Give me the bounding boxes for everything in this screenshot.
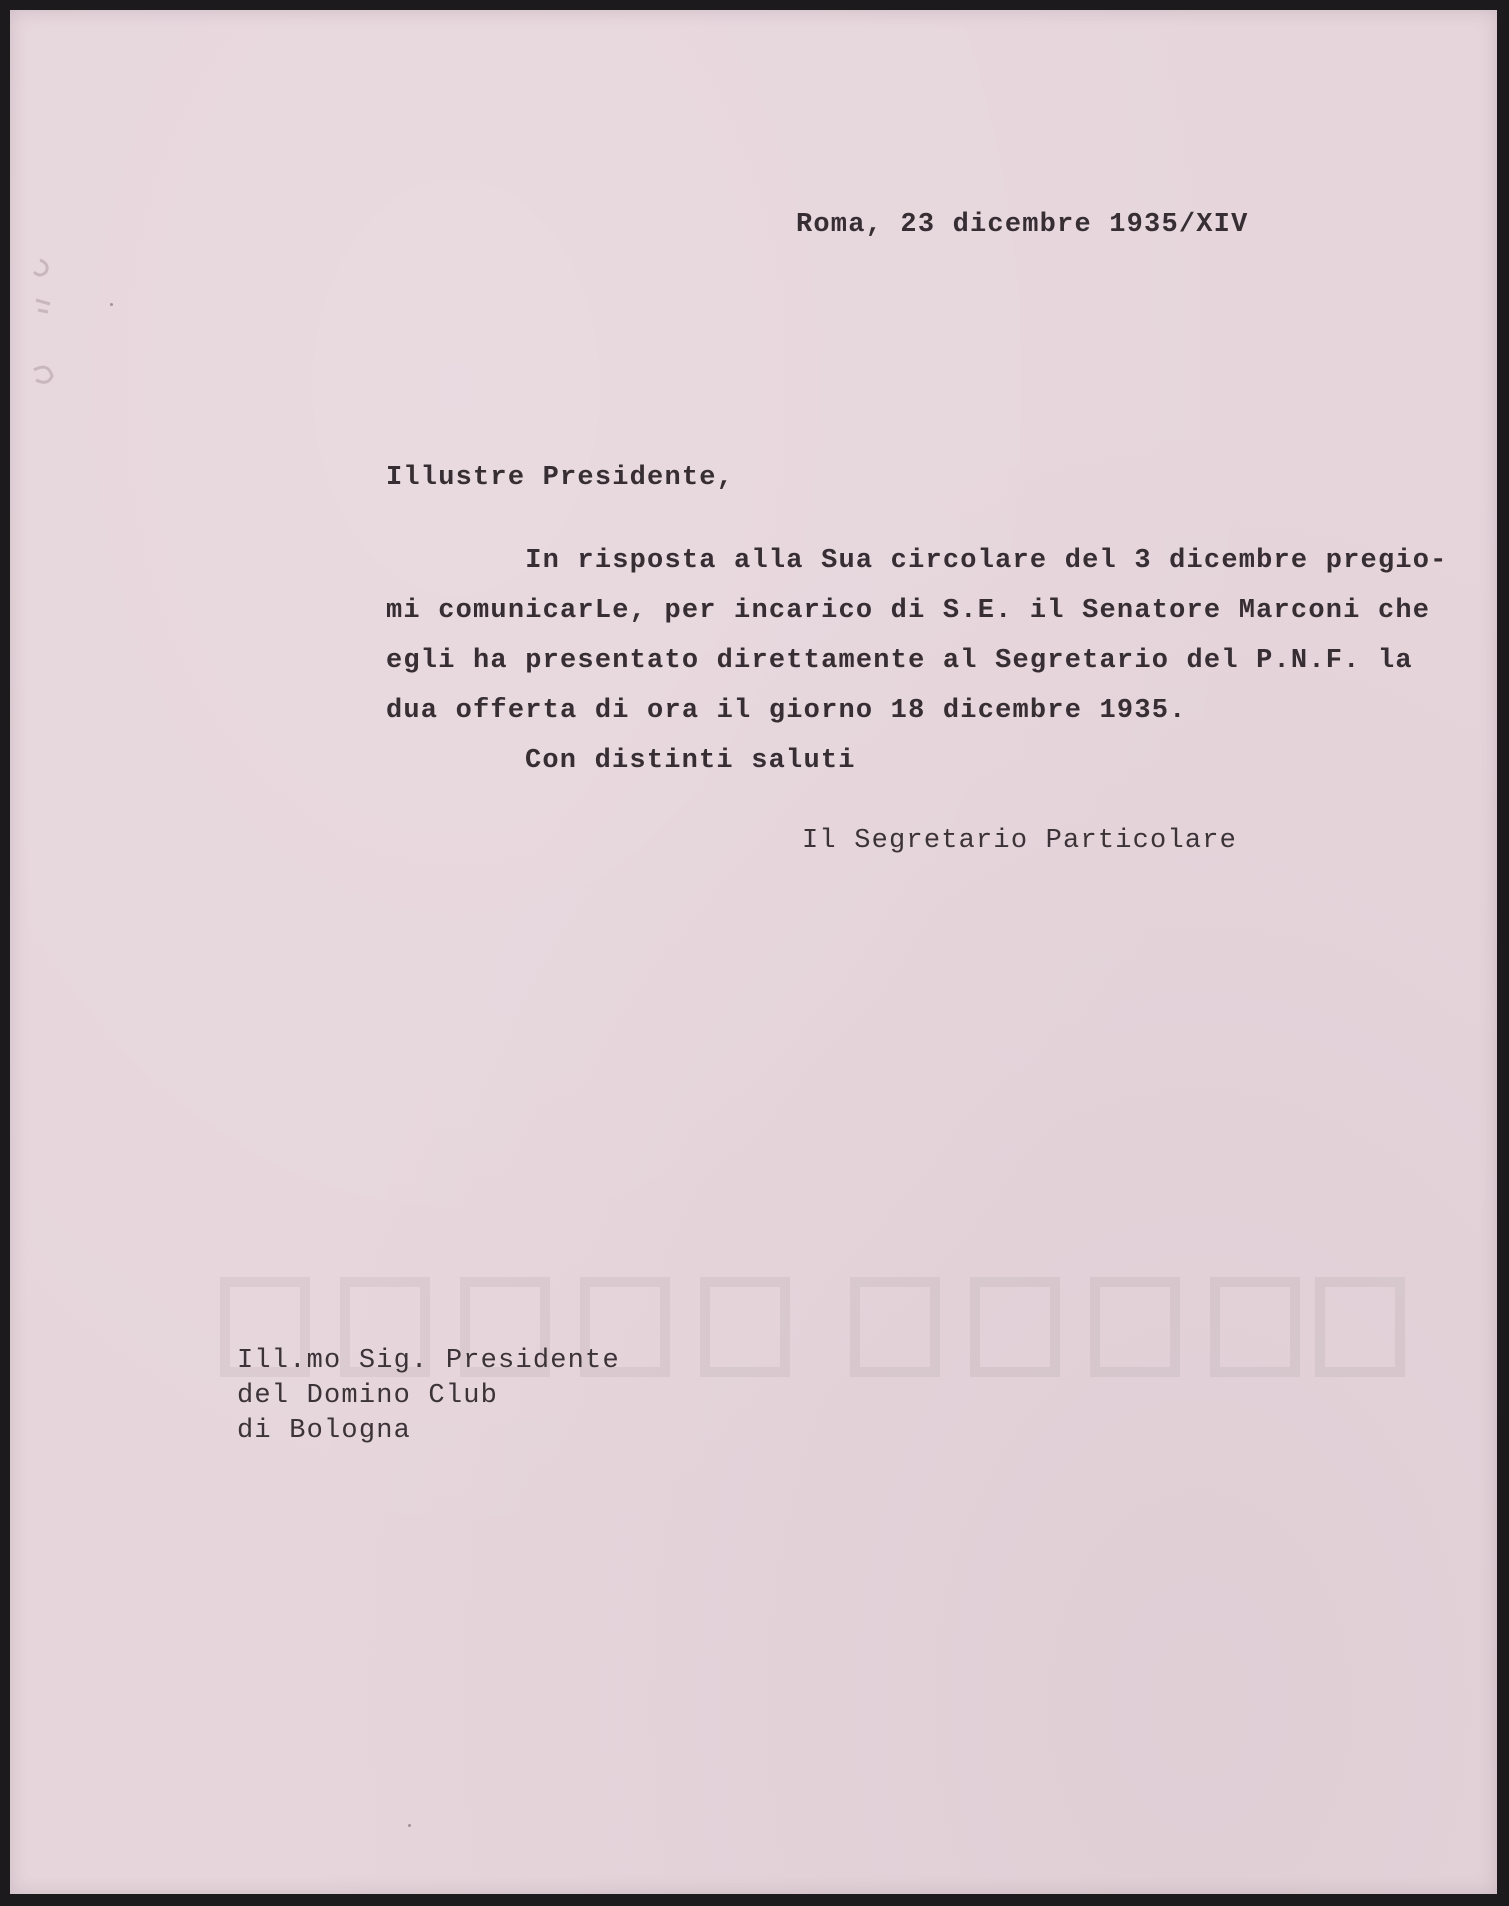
body-line: egli ha presentato direttamente al Segretario del P.N.F. la — [386, 646, 1413, 676]
paper-speck — [110, 303, 113, 306]
letter-closing: Con distinti saluti — [525, 746, 856, 776]
margin-mark — [18, 250, 68, 410]
recipient-line: Ill.mo Sig. Presidente — [237, 1346, 620, 1376]
body-line: In risposta alla Sua circolare del 3 dicembre pregio- — [386, 546, 1448, 576]
body-line: dua offerta di ora il giorno 18 dicembre 1935. — [386, 696, 1187, 726]
paper-speck — [408, 1824, 411, 1827]
body-line: mi comunicarLe, per incarico di S.E. il Senatore Marconi che — [386, 596, 1431, 626]
recipient-line: di Bologna — [237, 1416, 412, 1446]
letter-date: Roma, 23 dicembre 1935/XIV — [796, 210, 1249, 240]
letter-page — [10, 10, 1497, 1894]
letter-signature: Il Segretario Particolare — [802, 826, 1238, 856]
recipient-line: del Domino Club — [237, 1381, 499, 1411]
letter-salutation: Illustre Presidente, — [386, 463, 735, 493]
